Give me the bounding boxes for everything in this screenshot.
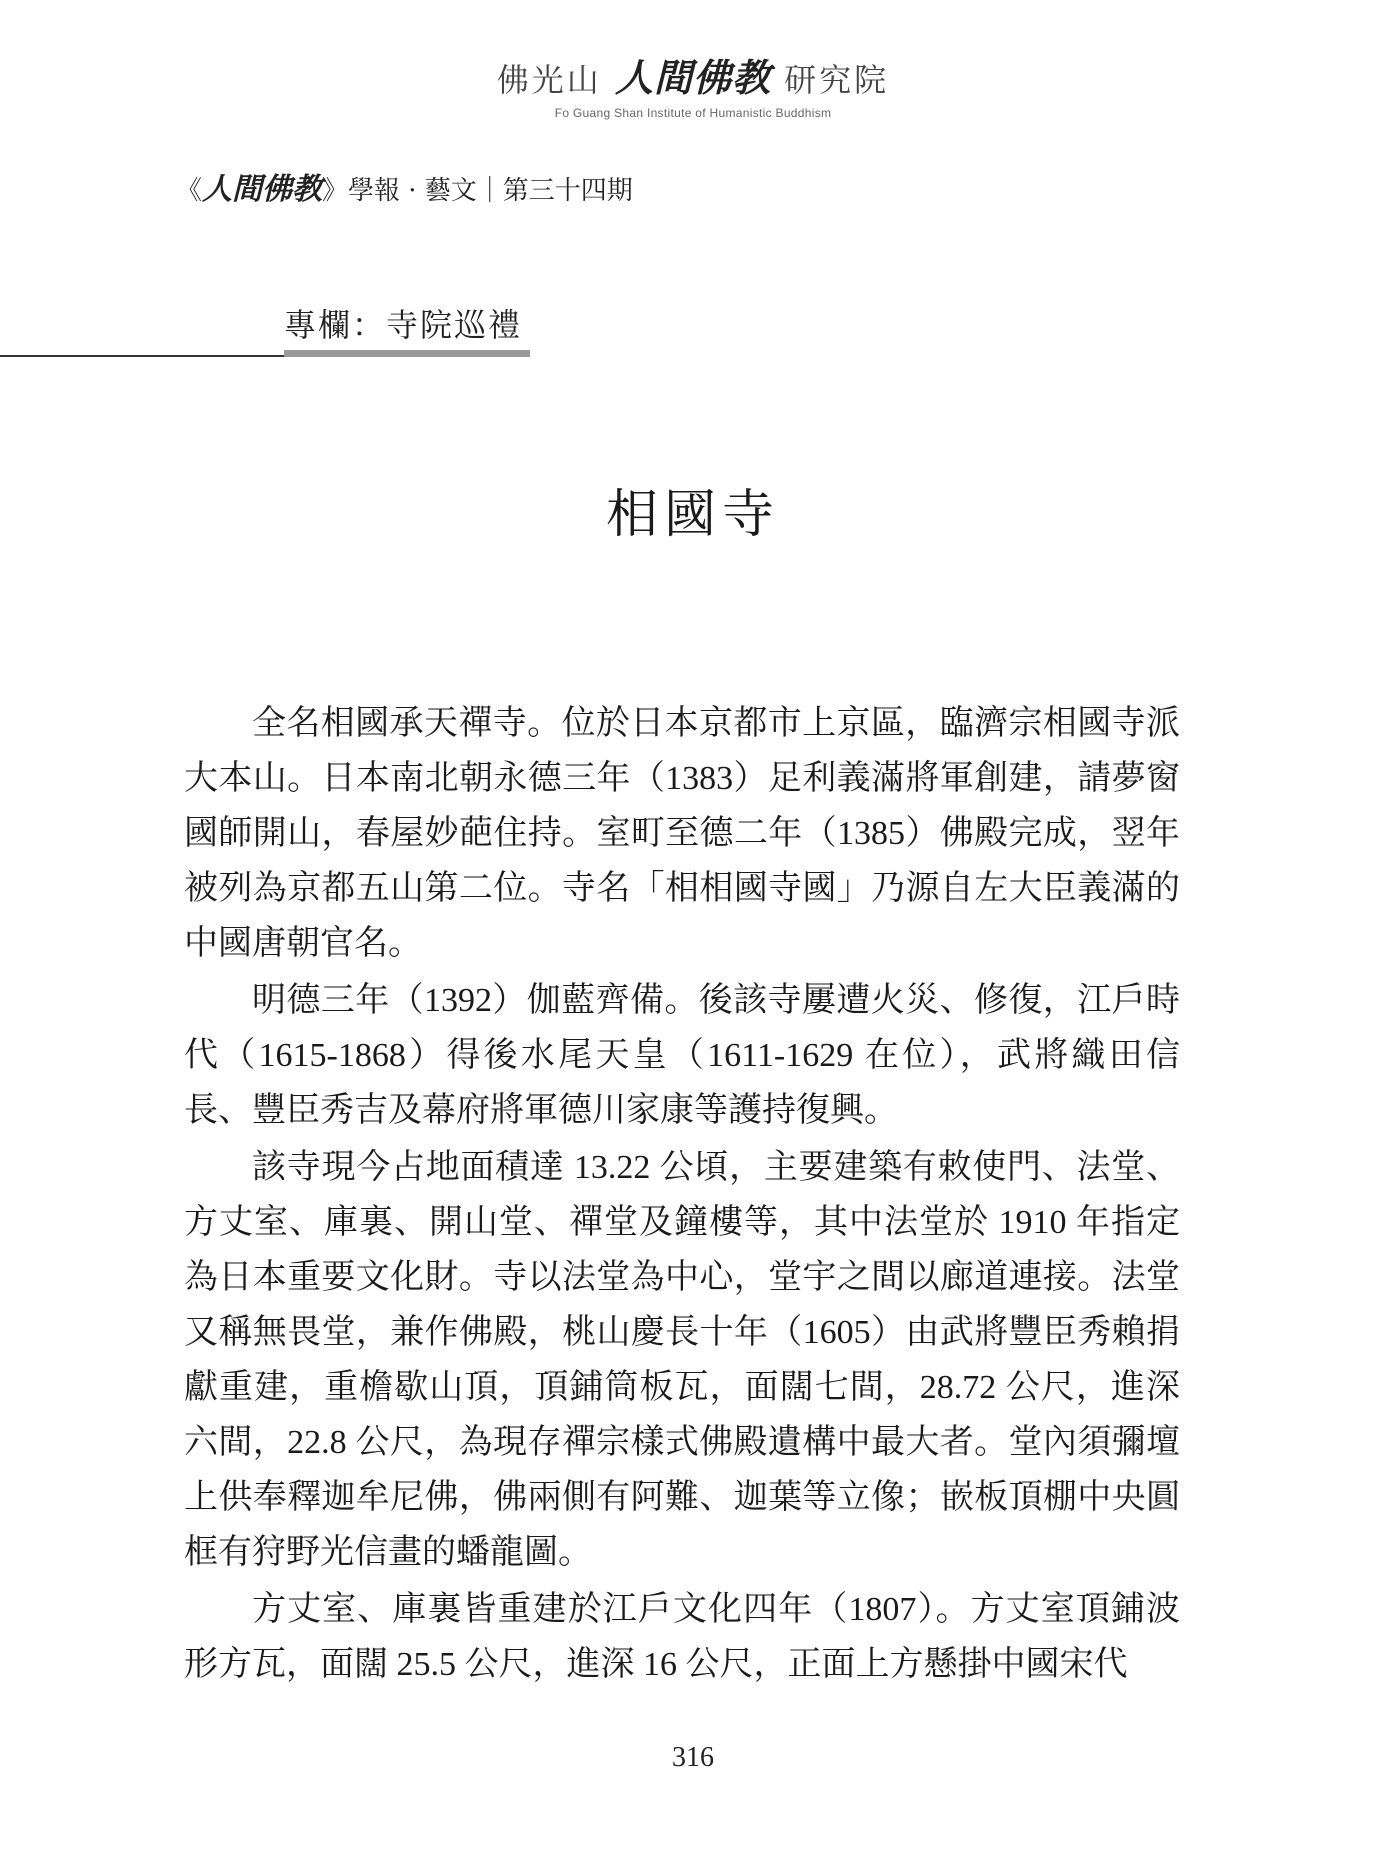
journal-issue: 》學報 · 藝文｜第三十四期	[322, 176, 633, 206]
paragraph-1: 全名相國承天禪寺。位於日本京都市上京區，臨濟宗相國寺派大本山。日本南北朝永德三年（1383）足利義滿將軍創建，請夢窗國師開山，春屋妙葩住持。室町至德二年（1385）佛殿完成，翌年被列為京都五山第二位。寺名「相相國寺國」乃源自左大臣義滿的中國唐朝官名。	[184, 705, 1180, 962]
journal-open-bracket: 《	[176, 176, 203, 206]
publisher-header	[0, 56, 1386, 120]
paragraph-4: 方丈室、庫裏皆重建於江戶文化四年（1807）。方丈室頂鋪波形方瓦，面闊 25.5 公尺，進深 16 公尺，正面上方懸掛中國宋代	[184, 1591, 1180, 1683]
publisher-brand-logo: 人間佛教	[614, 56, 771, 100]
article-title: 相國寺	[605, 485, 780, 545]
publisher-subtitle-en: Fo Guang Shan Institute of Humanistic Buddhism	[554, 106, 832, 120]
publisher-suffix: 研究院	[784, 61, 890, 99]
article-body	[184, 696, 1180, 1694]
journal-brand: 人間佛教	[202, 172, 323, 207]
section-rule-thin	[0, 355, 284, 357]
publisher-prefix: 佛光山	[496, 61, 602, 99]
paragraph-3: 該寺現今占地面積達 13.22 公頃，主要建築有敕使門、法堂、方丈室、庫裏、開山堂、禪堂及鐘樓等，其中法堂於 1910 年指定為日本重要文化財。寺以法堂為中心，堂宇之間以廊道連接。法堂又稱無畏堂，兼作佛殿，桃山慶長十年（1605）由武將豐臣秀賴捐獻重建，重檐歇山頂，頂鋪筒板瓦，面闊七間，28.72 公尺，進深六間，22.8 公尺，為現存禪宗樣式佛殿遺構中最大者。堂內須彌壇上供奉釋迦牟尼佛，佛兩側有阿難、迦葉等立像；嵌板頂棚中央圓框有狩野光信畫的蟠龍圖。	[184, 1149, 1180, 1571]
page-number: 316	[672, 1742, 714, 1773]
section-rule-thick	[284, 350, 530, 357]
paragraph-2: 明德三年（1392）伽藍齊備。後該寺屢遭火災、修復，江戶時代（1615-1868）得後水尾天皇（1611-1629 在位），武將織田信長、豐臣秀吉及幕府將軍德川家康等護持復興。	[184, 982, 1180, 1129]
journal-issue-line	[176, 164, 633, 208]
column-label: 專欄：寺院巡禮	[284, 306, 523, 344]
publisher-title	[0, 56, 1386, 102]
